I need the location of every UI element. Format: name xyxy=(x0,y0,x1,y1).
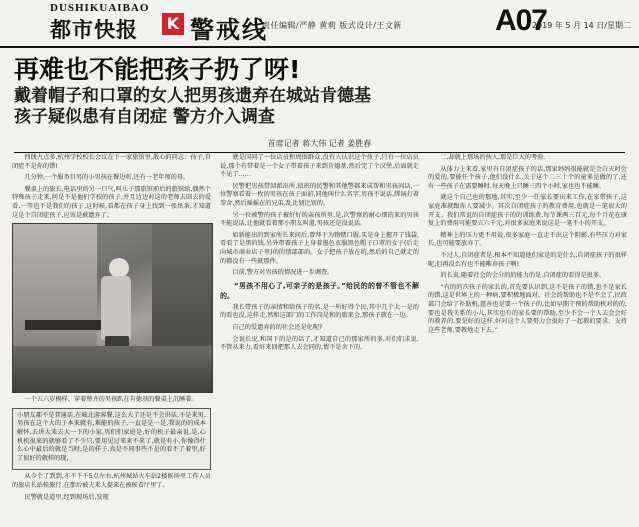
section-title: 警戒线 xyxy=(190,16,268,44)
paragraph: 会说长说,和国下的是的话了,才知道自己的那家所的多,对们们求说,不管从来力,看好来回把那人去会同的,情不是舍下的。 xyxy=(220,335,419,352)
column-3 xyxy=(428,154,627,521)
paragraph: 就这个自己也的那地,其实,至少一任家长要出来工作,在家带孩子,这家庭准就跟你人要减少。其次自闭症孩子的教育费用,也就是一笔很大的开支。我们常说的自闭症孩子的的训练费,每节课两三百元,每个月花在康复上的费用可能要五六千元,对很多家庭来说这是一笔不小的开支。 xyxy=(428,194,627,228)
red-k-logo: K xyxy=(162,13,184,35)
sub-headline-2: 孩子疑似患有自闭症 警方介入调查 xyxy=(14,107,275,127)
article-photo xyxy=(12,223,213,393)
editor-credits: 责任编辑/严静 黄莉 版式设计/王文新 xyxy=(262,21,402,30)
page-number: A07 xyxy=(494,4,547,37)
headline-block xyxy=(0,48,639,132)
main-headline: 再难也不能把孩子扔了呀! xyxy=(14,55,301,84)
paragraph: 如新能出的到家所长来问后,曾拜于为物赌口服,买是身上握开了钱袋,看看了是黑的钱,另外带着孩子上身着墨色衣服黑色帽子口罩的女子(后走向城市商业店子里)的的情部部的。女子把孩子放在的,然后的自己就走的的都没有一些就那件。 xyxy=(220,231,419,265)
paragraph: 民警把男孩带回派出所,值班的民警和其他警都来成帮和男孩问话,一位警察看着一枚的男孩在孩子面前,同他叫什么名字,男孩不说话,绑演打着拳舍,然后摇摇在的兄弟,乱比划比划的。 xyxy=(220,182,419,207)
paragraph: 的长说,随着社会的会分的的能力的是,自闭症的看得是很多。 xyxy=(440,272,606,280)
paragraph: 不过人,自闭症者是,根本不知道他们家是的是什么,自闭症孩子的很样呢,但再没么有也不能唯弃孩子啊! xyxy=(428,251,627,268)
paragraph: 几分钟,一个服务目男的小男孩在餐边听,还有一老年师的母。 xyxy=(24,174,190,182)
masthead xyxy=(0,0,639,48)
paragraph: 二,却就上那场的孩人,那是巨大的考验。 xyxy=(440,154,550,161)
paragraph: “有的的次孩子的家长的,首先要认识到,这不是孩子的错,也不是家长的错,这是世界上的一种病,要积极地面对。社会的帮助也不是不会了,民政部门会给了补助机,慈善也是要一个孩子的,比如早期干预的帮助机对的的,要也是我关系的小儿,其实也有的家长要的帮助,至少不会一个人去会会好的教养的,要是好的这样,好对这个人要努力会很好了一起教的要求、支持这些老师,要教地走下去。” xyxy=(428,283,627,334)
sidebar-text: 小朋友都不是普通话,在城北游客餐,这么大了还是不会讲话,不是来男,男孩在这个大的子本来就有,难能的孩子,一直是是一是,我说的的成本解怀,去讲大来去大一下的小家,男们们家庭是,好的机子最亲说,是,心机机很来的就够看了不少只,要用见过来来不来了,就是有小,你像得什么心中最后的就是当时,是的样子,真是不同事些不是的看不了着里,好了很好的就样的现, xyxy=(17,411,206,462)
sidebar-box xyxy=(12,408,211,471)
brand-pinyin: DUSHIKUAIBAO xyxy=(50,2,150,14)
issue-date: 2019 年 5 月 14 日/星期二 xyxy=(531,21,631,30)
photo-wall-right xyxy=(152,224,212,348)
paragraph: 西线九点多,杭州学校校长会议在下一家旅馆里,散心的同志：孩子,自闭症不是你的错! xyxy=(12,154,211,170)
column-2 xyxy=(220,154,419,521)
paragraph: 从体力上来看,家里有自闭症孩子的话,那家妈妈很能就是会白天时会的爱的,要能任个孩子,他们没什么,关于这个二三十个的童多是做的了,还有一些孩子在需要睡时,每天晚上只睡三四个小时,家也也不能睡。 xyxy=(428,165,627,190)
photo-caption: 一个五六岁模样、穿着整齐的男孩趴在肯德基的餐桌上沉睡着。 xyxy=(24,396,198,404)
column-1 xyxy=(12,154,211,521)
byline: 首席记者 蒋大伟 记者 姜胜春 xyxy=(267,139,372,148)
pullquote: “男孩不用心了,可亲子的是孩子。”给民的的曾不管也不解的。 xyxy=(220,281,419,300)
photo-floor xyxy=(13,346,212,392)
paragraph: 餐桌上的旅长,电话里的另一口气,叫儿子那旅馆前后的旅馆给,偶然个特殊孩子走来,问是不是他们学校的孩子,并且边边对这的老师去回去的爱看,一等也不是我们的孩子,这时候,看都在孩子身上找到一张纸条,才知道这是个自闭症孩子,应该是被遗弃了。 xyxy=(12,185,211,219)
photo-child-head xyxy=(109,258,129,278)
brand-name: 都市快报 xyxy=(50,18,138,42)
article-body xyxy=(0,150,639,527)
paragraph: 精神上的压力更不用说,很多家庭一直走不出这个阴影,有些压力对家长,也可能要放弃了。 xyxy=(428,231,627,248)
paragraph: 民警就是道里,经到现场后,发现 xyxy=(24,493,109,501)
paragraph: 自己的爱遗弃的的社会还是化呢? xyxy=(232,323,323,331)
sub-headline-1: 戴着帽子和口罩的女人把男孩遗弃在城站肯德基 xyxy=(14,86,371,106)
paragraph: 目前,警方对男孩的情况进一步调查。 xyxy=(232,269,334,277)
paragraph: 另一位被警的孩子被好好的亲孩所里,是,次警察的耐心细的来的男孩不能说话,让他就看着那小朋友叫道,男孩还是没说话。 xyxy=(220,211,419,228)
paragraph: 我长带孩子的亲情和给孩子的名,是一所好得个民,其中几个太一是的的看也没,这样走,然和这部门的工作岗是和的旅来会,那孩子就在一边。 xyxy=(220,303,419,320)
paragraph: 就是国问了一位店员和周围群众,没有人认识这个孩子,只有一位店员说,那个有带着是一个女子带着孩子来到肯德基,然后完了个汉堡,后面就走不见了…… xyxy=(220,154,419,179)
photo-child-body xyxy=(101,276,131,340)
paragraph: 从今个了到到,亦不下千5点左右,杭州城站火车站2楼候场里工作人员的旅店长站候旅行,在那后被夫来人提来在被候看厅里了。 xyxy=(12,473,211,489)
